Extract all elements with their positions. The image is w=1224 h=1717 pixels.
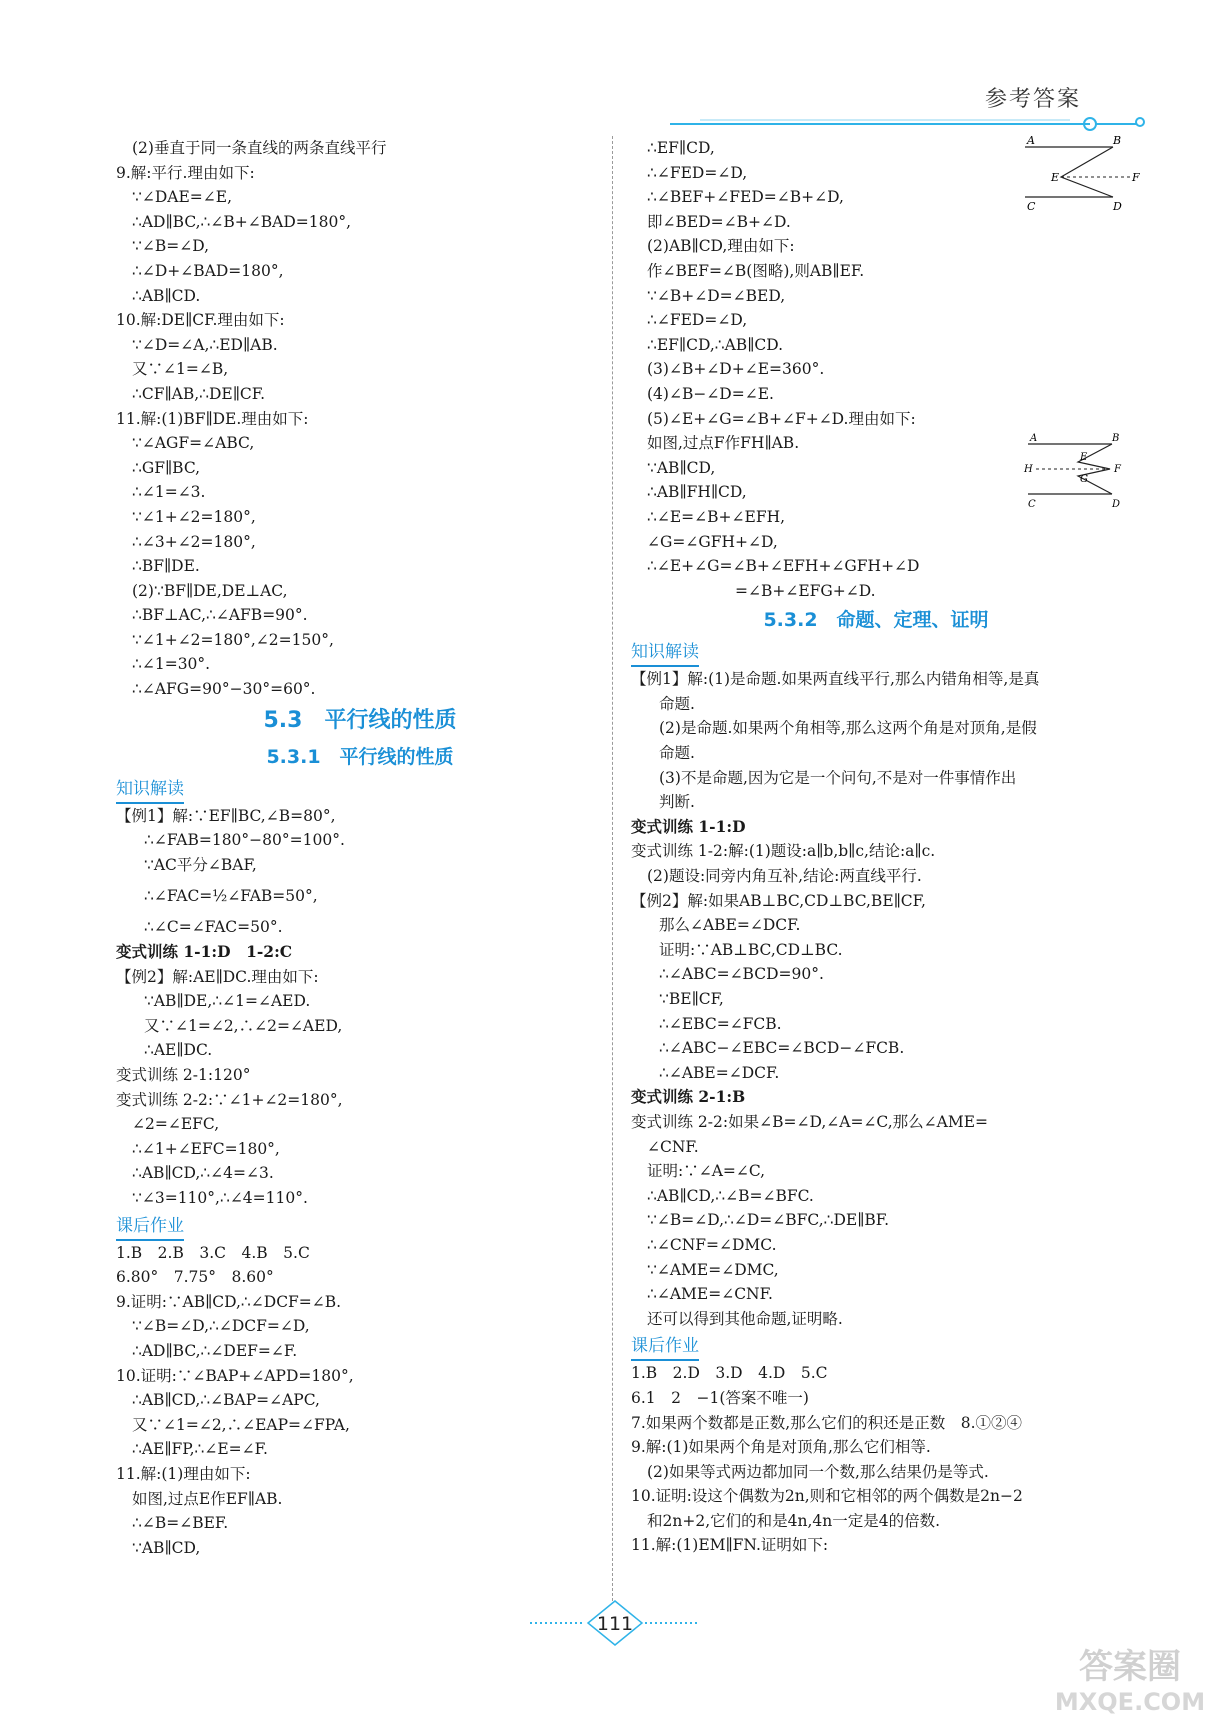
right-answer-line: ∴∠BEF+∠FED=∠B+∠D, xyxy=(647,188,844,207)
fig2-label-H: H xyxy=(1024,464,1033,475)
page-number-badge xyxy=(530,1598,700,1648)
column-divider xyxy=(612,136,613,1606)
header-decoration xyxy=(670,104,1150,134)
left-example-line: ∴AE∥DC. xyxy=(144,1041,213,1060)
fig1-label-F: F xyxy=(1132,171,1140,184)
left-answer-line: ∴∠3+∠2=180°, xyxy=(132,532,256,551)
left-homework-line: 如图,过点E作EF∥AB. xyxy=(132,1489,283,1508)
left-example-line: 【例1】解:∵EF∥BC,∠B=80°, xyxy=(116,806,336,825)
left-homework-line: ∴AB∥CD,∴∠BAP=∠APC, xyxy=(132,1391,320,1410)
right-answer-line: =∠B+∠EFG+∠D. xyxy=(735,581,876,600)
homework-tag: 课后作业 xyxy=(116,1213,184,1241)
left-answer-line: ∴∠1=∠3. xyxy=(132,483,206,502)
right-example-line: ∴∠ABC=∠BCD=90°. xyxy=(659,965,824,984)
left-example-line: ∵AC平分∠BAF, xyxy=(144,855,257,874)
right-example-line: 变式训练 2-2:如果∠B=∠D,∠A=∠C,那么∠AME= xyxy=(631,1112,989,1131)
left-answer-line: ∴AD∥BC,∴∠B+∠BAD=180°, xyxy=(132,212,352,231)
left-answer-line: (2)垂直于同一条直线的两条直线平行 xyxy=(132,139,387,157)
watermark-text-top: 答案圈 xyxy=(1079,1647,1181,1687)
fig2-label-F: F xyxy=(1114,464,1121,475)
left-answer-line: ∴∠1=30°. xyxy=(132,655,211,674)
page-header-title: 参考答案 xyxy=(985,87,1082,112)
left-example-line: ∴∠C=∠FAC=50°. xyxy=(144,918,283,937)
fig2-label-G: G xyxy=(1080,474,1088,485)
right-answer-line: 作∠BEF=∠B(图略),则AB∥EF. xyxy=(647,261,865,280)
left-answer-line: ∵∠D=∠A,∴ED∥AB. xyxy=(132,335,278,354)
left-example-line: ∵AB∥DE,∴∠1=∠AED. xyxy=(144,992,311,1011)
left-answer-line: ∴BF⊥AC,∴∠AFB=90°. xyxy=(132,606,308,625)
right-answer-line: ∴∠FED=∠D, xyxy=(647,163,748,182)
right-answer-line: (2)AB∥CD,理由如下: xyxy=(647,237,795,256)
right-example-line: 判断. xyxy=(659,793,695,812)
page-number: 111 xyxy=(596,1613,634,1635)
left-answer-line: ∴BF∥DE. xyxy=(132,557,200,576)
right-example-line: 命题. xyxy=(659,694,695,713)
left-homework-line: 6.80° 7.75° 8.60° xyxy=(116,1268,274,1287)
left-homework-line: 1.B 2.B 3.C 4.B 5.C xyxy=(116,1243,310,1262)
left-example-line: ∴∠1+∠EFC=180°, xyxy=(132,1139,280,1158)
left-answer-line: ∵∠AGF=∠ABC, xyxy=(132,434,255,453)
right-example-line: ∵∠B=∠D,∴∠D=∠BFC,∴DE∥BF. xyxy=(647,1211,890,1230)
fig2-label-D: D xyxy=(1112,499,1121,510)
left-example-line: ∵∠3=110°,∴∠4=110°. xyxy=(132,1188,308,1207)
right-example-line: 【例1】解:(1)是命题.如果两直线平行,那么内错角相等,是真 xyxy=(631,670,1040,689)
right-homework-line: 10.证明:设这个偶数为2n,则和它相邻的两个偶数是2n−2 xyxy=(631,1487,1023,1506)
watermark-logo xyxy=(1040,1640,1220,1716)
right-example-line: ∴∠ABE=∠DCF. xyxy=(659,1063,780,1082)
left-answer-line: ∵∠1+∠2=180°,∠2=150°, xyxy=(132,630,334,649)
right-example-line: 命题. xyxy=(659,744,695,763)
right-answer-line: ∵AB∥CD, xyxy=(647,458,716,477)
figure-zigzag-1 xyxy=(1015,132,1145,222)
left-answer-line: 10.解:DE∥CF.理由如下: xyxy=(116,311,285,330)
right-example-line: 变式训练 1-2:解:(1)题设:a∥b,b∥c,结论:a∥c. xyxy=(631,842,936,861)
right-example-line: ∴AB∥CD,∴∠B=∠BFC. xyxy=(647,1186,814,1205)
right-example-line: ∴∠ABC−∠EBC=∠BCD−∠FCB. xyxy=(659,1039,905,1058)
right-answer-line: ∴EF∥CD,∴AB∥CD. xyxy=(647,335,784,354)
right-example-line: ∵∠AME=∠DMC, xyxy=(647,1260,779,1279)
knowledge-tag-2: 知识解读 xyxy=(631,639,699,667)
left-example-line: ∠2=∠EFC, xyxy=(132,1115,220,1134)
left-answer-line: 9.解:平行.理由如下: xyxy=(116,163,255,182)
right-answer-line: ∴EF∥CD, xyxy=(647,139,715,157)
right-homework-line: 9.解:(1)如果两个角是对顶角,那么它们相等. xyxy=(631,1438,931,1457)
left-example-line: 变式训练 2-2:∵∠1+∠2=180°, xyxy=(116,1090,343,1109)
right-example-line: 【例2】解:如果AB⊥BC,CD⊥BC,BE∥CF, xyxy=(631,891,926,910)
right-answer-line: (5)∠E+∠G=∠B+∠F+∠D.理由如下: xyxy=(647,409,916,428)
left-example-line: 变式训练 1-1:D 1-2:C xyxy=(116,942,293,962)
left-homework-line: 又∵∠1=∠2,∴∠EAP=∠FPA, xyxy=(132,1415,350,1434)
right-example-line: 证明:∵∠A=∠C, xyxy=(647,1162,766,1181)
fig1-label-A: A xyxy=(1027,134,1035,147)
left-answer-line: ∴GF∥BC, xyxy=(132,458,201,477)
right-answer-line: (4)∠B−∠D=∠E. xyxy=(647,384,774,403)
fig1-label-B: B xyxy=(1113,134,1122,147)
left-homework-line: 9.证明:∵AB∥CD,∴∠DCF=∠B. xyxy=(116,1292,342,1311)
knowledge-tag: 知识解读 xyxy=(116,776,184,804)
left-example-line: ∴∠FAC=½∠FAB=50°, xyxy=(144,887,318,906)
right-example-line: 证明:∵AB⊥BC,CD⊥BC. xyxy=(659,940,843,959)
section-title: 5.3 平行线的性质 xyxy=(263,707,457,733)
right-homework-line: 和2n+2,它们的和是4n,4n一定是4的倍数. xyxy=(647,1511,941,1530)
fig2-label-A: A xyxy=(1030,433,1038,444)
fig1-label-C: C xyxy=(1027,200,1036,213)
left-column xyxy=(116,136,604,1560)
left-example-line: 变式训练 2-1:120° xyxy=(116,1066,251,1084)
subsection-title-2: 5.3.2 命题、定理、证明 xyxy=(763,609,989,632)
fig1-label-E: E xyxy=(1051,171,1060,184)
left-example-line: ∴AB∥CD,∴∠4=∠3. xyxy=(132,1164,274,1183)
left-homework-line: ∵∠B=∠D,∴∠DCF=∠D, xyxy=(132,1317,310,1336)
right-example-line: 变式训练 1-1:D xyxy=(631,816,746,836)
fig2-label-B: B xyxy=(1112,433,1120,444)
right-example-line: ∴∠CNF=∠DMC. xyxy=(647,1235,777,1254)
homework-tag-2: 课后作业 xyxy=(631,1333,699,1361)
right-homework-line: 7.如果两个数都是正数,那么它们的积还是正数 8.①②④ xyxy=(631,1413,1023,1432)
right-answer-line: ∴∠FED=∠D, xyxy=(647,311,748,330)
right-example-line: ∠CNF. xyxy=(647,1137,699,1156)
right-homework-line: 6.1 2 −1(答案不唯一) xyxy=(631,1388,809,1407)
left-answer-line: ∴CF∥AB,∴DE∥CF. xyxy=(132,384,266,403)
fig2-label-E: E xyxy=(1080,452,1088,463)
left-answer-line: ∴∠AFG=90°−30°=60°. xyxy=(132,680,316,699)
right-example-line: ∴∠AME=∠CNF. xyxy=(647,1285,773,1304)
right-answer-line: ∴AB∥FH∥CD, xyxy=(647,483,747,502)
right-homework-line: 1.B 2.D 3.D 4.D 5.C xyxy=(631,1364,828,1383)
left-answer-line: ∵∠1+∠2=180°, xyxy=(132,507,256,526)
right-answer-line: ∴∠E+∠G=∠B+∠EFH+∠GFH+∠D xyxy=(647,557,920,576)
subsection-title: 5.3.1 平行线的性质 xyxy=(266,745,454,768)
left-example-line: 【例2】解:AE∥DC.理由如下: xyxy=(116,967,319,986)
right-homework-line: (2)如果等式两边都加同一个数,那么结果仍是等式. xyxy=(647,1462,989,1481)
watermark-text-bottom: MXQE.COM xyxy=(1054,1688,1206,1716)
left-homework-line: ∴AE∥FP,∴∠E=∠F. xyxy=(132,1440,268,1459)
left-example-line: ∴∠FAB=180°−80°=100°. xyxy=(144,831,345,850)
right-example-line: (2)题设:同旁内角互补,结论:两直线平行. xyxy=(647,867,922,886)
right-example-line: ∵BE∥CF, xyxy=(659,990,724,1008)
right-example-line: ∴∠EBC=∠FCB. xyxy=(659,1014,782,1033)
left-homework-line: ∴AD∥BC,∴∠DEF=∠F. xyxy=(132,1341,298,1360)
left-answer-line: ∴∠D+∠BAD=180°, xyxy=(132,261,284,280)
left-answer-line: ∵∠B=∠D, xyxy=(132,237,210,256)
left-homework-line: 11.解:(1)理由如下: xyxy=(116,1464,251,1483)
left-answer-line: ∵∠DAE=∠E, xyxy=(132,188,233,207)
right-homework-line: 11.解:(1)EM∥FN.证明如下: xyxy=(631,1536,829,1555)
right-example-line: (3)不是命题,因为它是一个问句,不是对一件事情作出 xyxy=(659,768,1017,787)
right-example-line: 那么∠ABE=∠DCF. xyxy=(659,916,801,935)
figure-zigzag-2 xyxy=(1020,432,1140,512)
right-answer-line: 如图,过点F作FH∥AB. xyxy=(647,434,800,453)
fig2-label-C: C xyxy=(1028,499,1036,510)
left-homework-line: ∴∠B=∠BEF. xyxy=(132,1514,229,1533)
left-answer-line: (2)∵BF∥DE,DE⊥AC, xyxy=(132,581,288,600)
right-answer-line: ∵∠B+∠D=∠BED, xyxy=(647,286,786,305)
left-answer-line: ∴AB∥CD. xyxy=(132,286,201,305)
right-column xyxy=(631,136,1121,1558)
right-answer-line: ∠G=∠GFH+∠D, xyxy=(647,532,778,551)
fig1-label-D: D xyxy=(1113,200,1122,213)
left-homework-line: 10.证明:∵∠BAP+∠APD=180°, xyxy=(116,1366,354,1385)
left-answer-line: 又∵∠1=∠B, xyxy=(132,360,229,379)
right-example-line: (2)是命题.如果两个角相等,那么这两个角是对顶角,是假 xyxy=(659,719,1037,738)
right-example-line: 变式训练 2-1:B xyxy=(631,1087,746,1107)
right-answer-line: (3)∠B+∠D+∠E=360°. xyxy=(647,360,825,379)
left-homework-line: ∵AB∥CD, xyxy=(132,1538,201,1557)
left-answer-line: 11.解:(1)BF∥DE.理由如下: xyxy=(116,409,309,428)
right-answer-line: ∴∠E=∠B+∠EFH, xyxy=(647,507,786,526)
left-example-line: 又∵∠1=∠2,∴∠2=∠AED, xyxy=(144,1016,343,1035)
right-example-line: 还可以得到其他命题,证明略. xyxy=(647,1309,843,1328)
right-answer-line: 即∠BED=∠B+∠D. xyxy=(647,212,791,231)
